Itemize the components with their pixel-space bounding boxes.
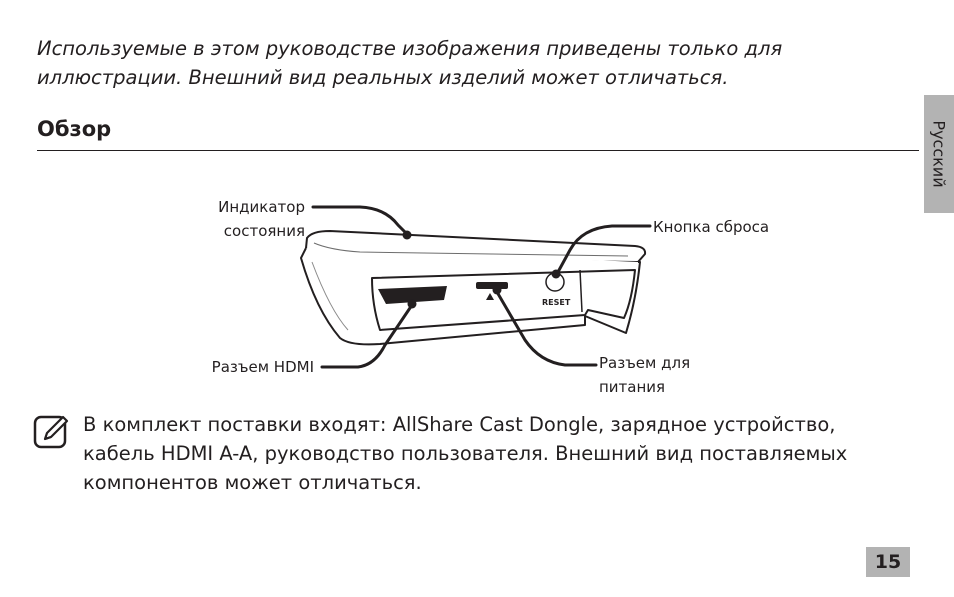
package-contents-note bbox=[83, 410, 913, 497]
note-line-1: В комплект поставки входят: AllShare Cast Dongle, зарядное устройство, bbox=[83, 413, 836, 436]
label-status-indicator-line2: состояния bbox=[223, 222, 305, 240]
callout-dot-power bbox=[493, 286, 502, 295]
callout-dot-hdmi bbox=[408, 300, 417, 309]
callout-status-indicator bbox=[313, 207, 407, 234]
callout-dot-reset bbox=[552, 270, 561, 279]
power-port-shape bbox=[476, 282, 508, 289]
label-status-indicator-line1: Индикатор bbox=[218, 198, 305, 216]
note-line-3: компонентов может отличаться. bbox=[83, 471, 422, 494]
device-illustration bbox=[301, 231, 645, 344]
language-tab-label: Русский bbox=[929, 120, 949, 188]
page-number: 15 bbox=[866, 547, 910, 577]
intro-line-1: Используемые в этом руководстве изображения приведены только для bbox=[37, 37, 783, 60]
label-power-port-line2: питания bbox=[599, 378, 666, 396]
label-hdmi-port: Разъем HDMI bbox=[211, 358, 314, 376]
section-title: Обзор bbox=[37, 117, 112, 141]
intro-line-2: иллюстрации. Внешний вид реальных изделий может отличаться. bbox=[37, 66, 729, 89]
label-reset-button: Кнопка сброса bbox=[653, 218, 770, 236]
label-power-port-line1: Разъем для bbox=[599, 354, 691, 372]
device-reset-text: RESET bbox=[542, 298, 571, 307]
callout-dot-status bbox=[403, 231, 412, 240]
note-icon bbox=[33, 413, 71, 451]
note-line-2: кабель HDMI A-A, руководство пользователя. Внешний вид поставляемых bbox=[83, 442, 848, 465]
